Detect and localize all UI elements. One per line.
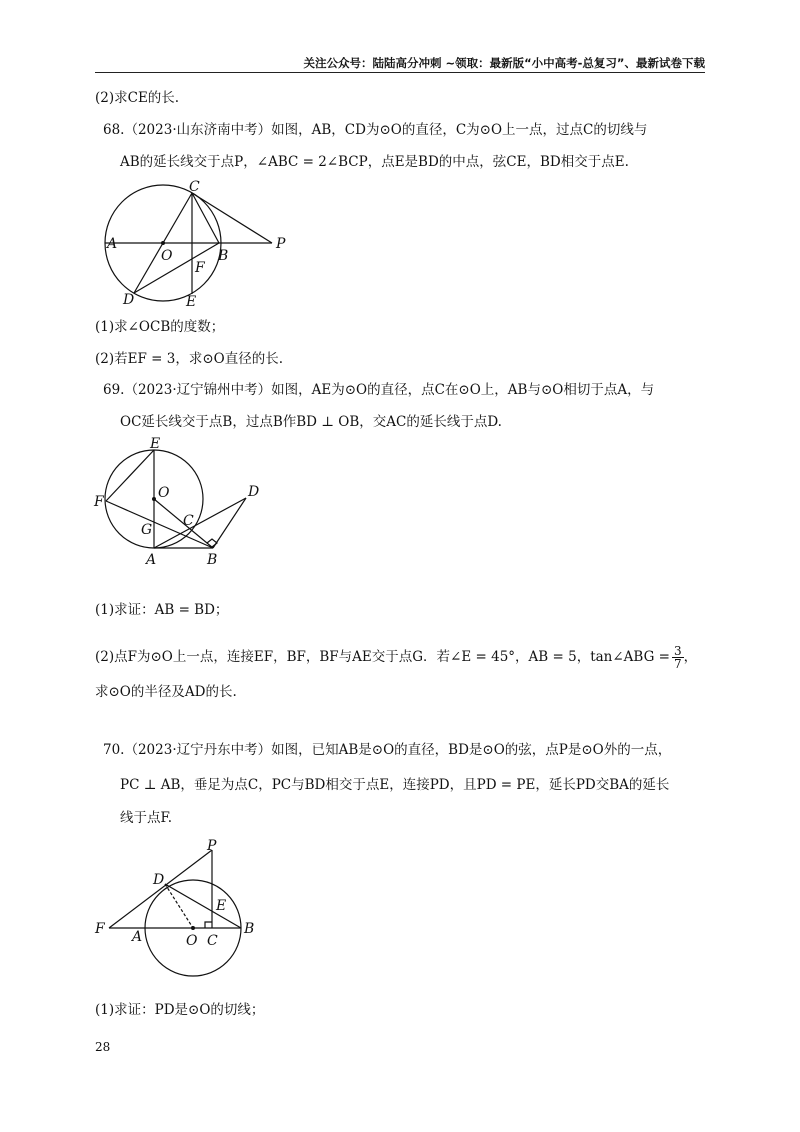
q67-part2: (2)求CE的长. xyxy=(95,90,180,106)
q69-part2: (2)点F为⊙O上一点，连接EF，BF，BF与AE交于点G．若∠E = 45°，AB = 5，tan∠ABG = $\frac{3}{7}$ ， xyxy=(95,644,698,671)
q68-line1: 68.（2023·山东济南中考）如图，AB，CD为⊙O的直径，C为⊙O上一点，过点C的切线与 xyxy=(103,122,648,138)
label-a: A xyxy=(146,552,157,568)
right-angle-mark xyxy=(205,922,212,928)
dashed-od xyxy=(165,884,193,928)
label-c: C xyxy=(183,513,194,529)
q68-line2: AB的延长线交于点P，∠ABC = 2∠BCP，点E是BD的中点，弦CE，BD相交于点E. xyxy=(120,154,629,170)
q68-part2: (2)若EF = 3，求⊙O直径的长. xyxy=(95,351,283,367)
q69-part3: 求⊙O的半径及AD的长. xyxy=(95,684,237,700)
figure-69 xyxy=(88,438,278,568)
chord-bd xyxy=(134,243,219,293)
label-p: P xyxy=(207,838,217,854)
label-d: D xyxy=(153,872,165,888)
tangent-cp xyxy=(192,193,272,243)
q69-line2: OC延长线交于点B，过点B作BD ⊥ OB，交AC的延长线于点D. xyxy=(120,414,502,430)
label-b: B xyxy=(218,248,229,264)
label-c: C xyxy=(207,933,218,949)
label-e: E xyxy=(216,898,227,914)
label-o: O xyxy=(161,248,173,264)
page-number: 28 xyxy=(95,1040,111,1054)
figure-68 xyxy=(107,179,295,310)
label-f: F xyxy=(95,921,105,937)
line-bd xyxy=(213,498,246,548)
line-fp xyxy=(109,850,212,928)
chord-ef xyxy=(106,450,154,501)
label-c: C xyxy=(189,179,200,195)
line-ad xyxy=(154,498,246,548)
q70-part1: (1)求证：PD是⊙O的切线； xyxy=(95,1002,265,1018)
label-e: E xyxy=(150,436,161,452)
label-o: O xyxy=(186,933,198,949)
label-d: D xyxy=(248,484,260,500)
label-b: B xyxy=(207,552,218,568)
q70-line3: 线于点F. xyxy=(120,810,173,826)
q69-line1: 69.（2023·辽宁锦州中考）如图，AE为⊙O的直径，点C在⊙O上，AB与⊙O相切于点A，与 xyxy=(103,382,655,398)
label-a: A xyxy=(132,929,143,945)
label-a: A xyxy=(107,236,118,252)
label-f: F xyxy=(94,494,104,510)
label-p: P xyxy=(276,236,286,252)
q68-part1: (1)求∠OCB的度数； xyxy=(95,319,225,335)
label-o: O xyxy=(158,485,170,501)
label-f: F xyxy=(195,260,205,276)
q69-part1: (1)求证：AB = BD； xyxy=(95,602,229,618)
label-g: G xyxy=(141,522,153,538)
label-e: E xyxy=(186,294,197,310)
chord-db xyxy=(165,884,241,928)
q70-line1: 70.（2023·辽宁丹东中考）如图，已知AB是⊙O的直径，BD是⊙O的弦，点P是⊙O外的一点， xyxy=(103,742,672,758)
label-b: B xyxy=(244,921,255,937)
figure-70 xyxy=(95,838,270,988)
q70-line2: PC ⊥ AB，垂足为点C，PC与BD相交于点E，连接PD，且PD = PE，延长PD交BA的延长 xyxy=(120,777,670,793)
page-header: 关注公众号：陆陆高分冲刺 ~领取：最新版“小中高考-总复习”、最新试卷下载 xyxy=(95,56,705,73)
label-d: D xyxy=(123,292,135,308)
